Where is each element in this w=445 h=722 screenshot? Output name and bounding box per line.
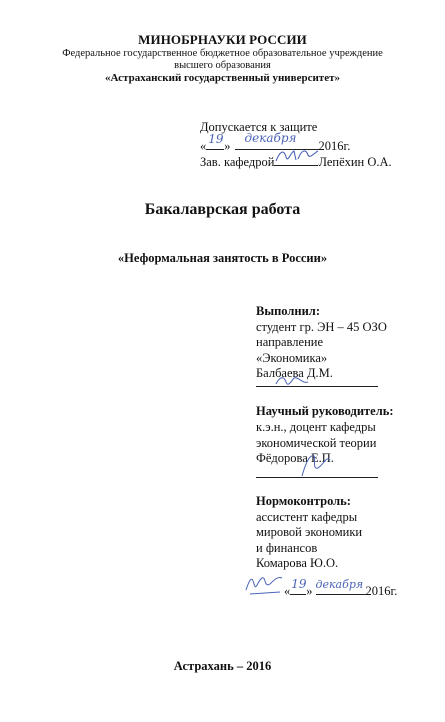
performer-label: Выполнил:: [256, 304, 320, 318]
performer-signature: [272, 372, 312, 392]
date-day-handwritten: 19: [208, 132, 224, 146]
normcontrol-position: ассистент кафедры: [256, 510, 358, 524]
department-head-line: [200, 153, 392, 170]
performer-direction: «Экономика»: [256, 351, 328, 365]
head-signature: [272, 145, 322, 167]
nc-date-open-quote: «: [284, 584, 291, 598]
normcontrol-department-2: и финансов: [256, 541, 318, 555]
admit-to-defense-label: Допускается к защите: [200, 120, 318, 134]
normcontrol-signature: [242, 570, 286, 600]
normcontrol-label: Нормоконтроль:: [256, 494, 351, 508]
supervisor-name: Фёдорова Е.П.: [256, 451, 334, 465]
normcontrol-department-1: мировой экономики: [256, 525, 363, 539]
performer-signature-line: [256, 386, 378, 387]
performer-name: Балбаева Д.М.: [256, 366, 333, 380]
department-head-label: Зав. кафедрой: [200, 155, 275, 169]
city-year: Астрахань – 2016: [173, 659, 272, 673]
date-close-quote: »: [224, 139, 231, 153]
institution-line-1: Федеральное государственное бюджетное образовательное учреждение: [62, 48, 383, 59]
university-name: «Астраханский государственный университет»: [105, 72, 340, 84]
date-year: 2016г.: [318, 139, 351, 153]
date-open-quote: «: [200, 139, 207, 153]
nc-date-day-handwritten: 19: [291, 577, 307, 591]
supervisor-signature: [296, 450, 340, 480]
normcontrol-date: [284, 577, 398, 600]
nc-date-close-quote: »: [306, 584, 313, 598]
head-signature-field: [274, 153, 318, 166]
performer-direction-label: направление: [256, 335, 324, 349]
supervisor-signature-line: [256, 477, 378, 478]
institution-line-2: высшего образования: [174, 60, 271, 71]
date-day-field: [206, 132, 224, 150]
nc-date-day-field: [290, 577, 307, 595]
date-month-handwritten: декабря: [244, 131, 297, 145]
supervisor-label: Научный руководитель:: [256, 404, 394, 418]
supervisor-department: экономической теории: [256, 436, 377, 450]
thesis-type: Бакалаврская работа: [144, 201, 301, 218]
thesis-title: «Неформальная занятость в России»: [117, 251, 328, 265]
normcontrol-name: Комарова Ю.О.: [256, 556, 339, 570]
supervisor-position: к.э.н., доцент кафедры: [256, 420, 376, 434]
nc-date-year: 2016г.: [365, 584, 398, 598]
nc-date-month-field: [315, 578, 366, 595]
department-head-name: Лепёхин О.А.: [318, 155, 392, 169]
performer-group: студент гр. ЭН – 45 ОЗО: [256, 320, 387, 334]
ministry-heading: МИНОБРНАУКИ РОССИИ: [138, 32, 307, 47]
nc-date-month-handwritten: декабря: [315, 578, 364, 591]
